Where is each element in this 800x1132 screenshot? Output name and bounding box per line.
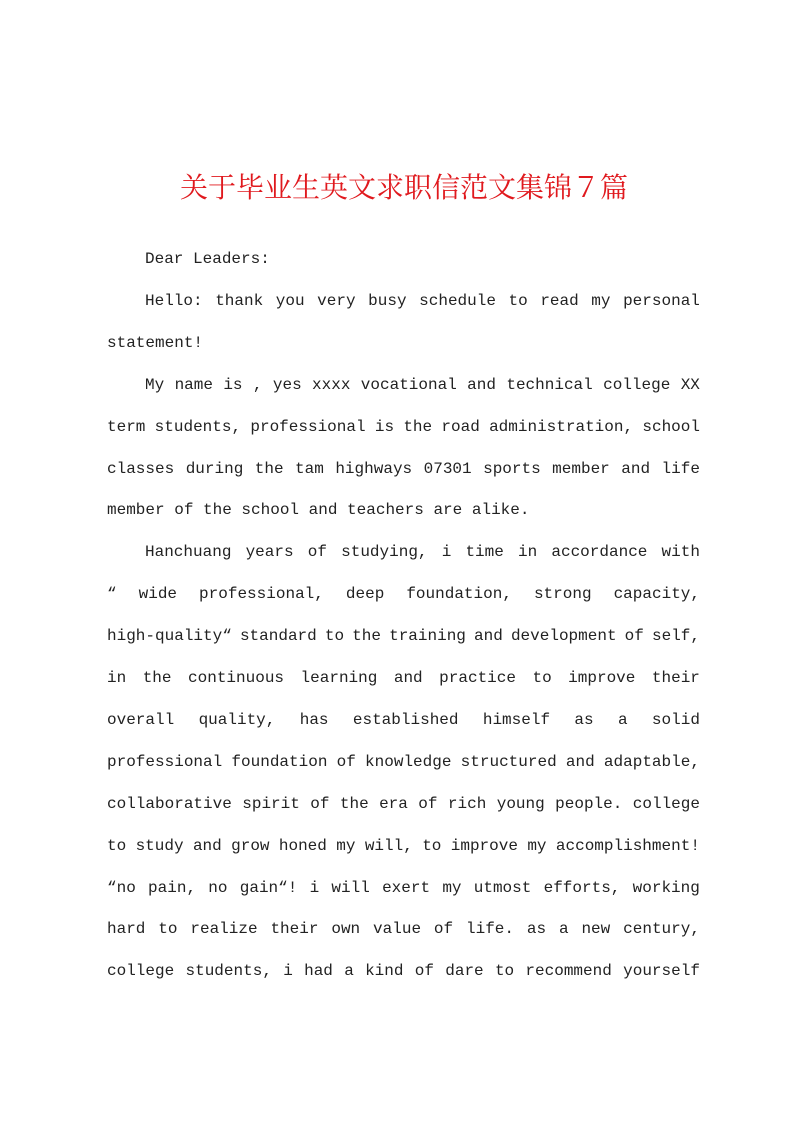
text-line: high-quality“ standard to the training and development of self, (107, 627, 700, 646)
text-line: in the continuous learning and practice to improve their (107, 669, 700, 687)
text-line: classes during the tam highways 07301 sports member and life (107, 459, 700, 478)
text-line: Hanchuang years of studying, i time in accordance with (145, 543, 700, 562)
text-line: member of the school and teachers are alike. (107, 501, 530, 520)
text-line: “no pain, no gain“! i will exert my utmost efforts, working (107, 878, 700, 897)
document-title: 关于毕业生英文求职信范文集锦７篇 (179, 171, 628, 204)
text-line: to study and grow honed my will, to improve my accomplishment! (107, 836, 700, 855)
text-line: term students, professional is the road administration, school (107, 417, 700, 436)
text-line: My name is , yes xxxx vocational and technical college XX (145, 375, 700, 394)
text-line: Hello: thank you very busy schedule to read my personal (145, 291, 700, 310)
text-line: “ wide professional, deep foundation, strong capacity, (107, 585, 700, 604)
text-line: professional foundation of knowledge structured and adaptable, (107, 752, 700, 771)
text-line: college students, i had a kind of dare to recommend yourself (107, 962, 700, 981)
text-line: Dear Leaders: (145, 250, 270, 268)
text-line: collaborative spirit of the era of rich young people. college (107, 794, 700, 813)
text-line: hard to realize their own value of life. as a new century, (107, 920, 700, 939)
text-line: statement! (107, 333, 204, 352)
text-line: overall quality, has established himself as a solid (107, 710, 700, 729)
